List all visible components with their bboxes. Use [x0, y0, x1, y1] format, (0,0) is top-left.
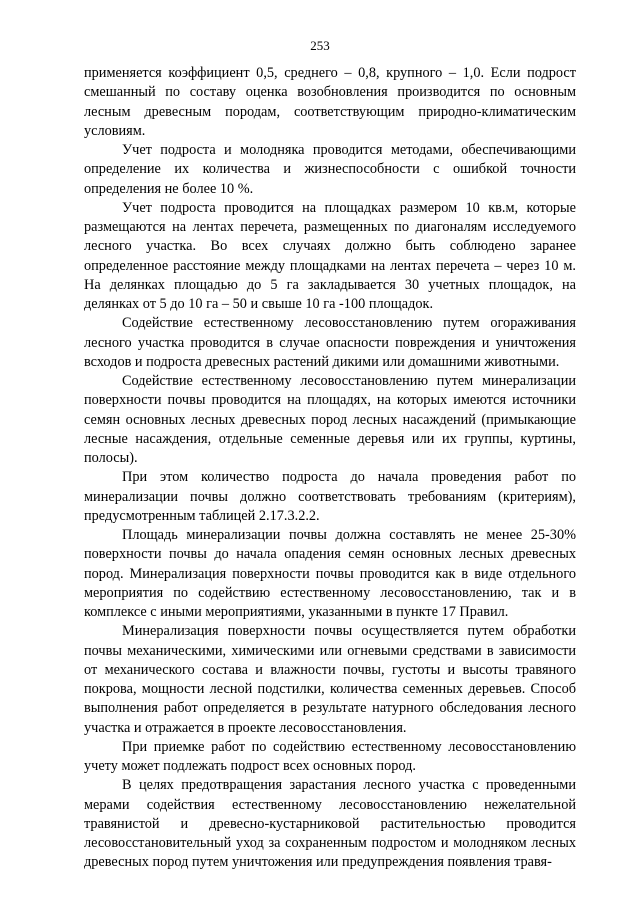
paragraph: Учет подроста и молодняка проводится методами, обеспечивающими определение их количества и жизнеспособности с ошибкой точности определения не более 10 %.: [84, 142, 576, 197]
paragraph: При этом количество подроста до начала проведения работ по минерализации почвы должно соответствовать требованиям (критериям), предусмотренным таблицей 2.17.3.2.2.: [84, 469, 576, 524]
paragraph: При приемке работ по содействию естественному лесовосстановлению учету может подлежать подрост всех основных пород.: [84, 738, 576, 774]
body-text: [84, 64, 576, 873]
paragraph: Минерализация поверхности почвы осуществляется путем обработки почвы механическими, химическими или огневыми средствами в зависимости от механического состава и влажности почвы, густоты и высоты травяного покрова, мощности лесной подстилки, количества семенных деревьев. Способ выполнения работ определяется в результате натурного обследования лесного участка и отражается в проекте лесовосстановления.: [84, 623, 576, 736]
paragraph: Площадь минерализации почвы должна составлять не менее 25-30% поверхности почвы до начала опадения семян основных лесных древесных пород. Минерализация поверхности почвы проводится как в виде отдельного мероприятия по содействию естественному лесовосстановлению, так и в комплексе с иными мероприятиями, указанными в пункте 17 Правил.: [84, 527, 576, 620]
paragraph: Содействие естественному лесовосстановлению путем минерализации поверхности почвы проводится на площадях, на которых имеются источники семян основных лесных древесных пород лесных насаждений (примыкающие лесные насаждения, отдельные семенные деревья или их группы, куртины, полосы).: [84, 373, 576, 466]
page-number: 253: [310, 38, 330, 53]
paragraph: В целях предотвращения зарастания лесного участка с проведенными мерами содействия естественному лесовосстановлению нежелательной травянистой и древесно-кустарниковой растительностью проводится лесовосстановительный уход за сохраненным подростом и молодняком лесных древесных пород путем уничтожения или предупреждения появления травя-: [84, 777, 576, 871]
paragraph: Содействие естественному лесовосстановлению путем огораживания лесного участка проводится в случае опасности повреждения и уничтожения всходов и подроста древесных растений дикими или домашними животными.: [84, 315, 576, 370]
paragraph: Учет подроста проводится на площадках размером 10 кв.м, которые размещаются на лентах перечета, размещенных по диагоналям исследуемого лесного участка. Во всех случаях должно быть соблюдено заранее определенное расстояние между площадками на лентах перечета – через 10 м. На делянках площадью до 5 га закладывается 30 учетных площадок, на делянках от 5 до 10 га – 50 и свыше 10 га -100 площадок.: [84, 199, 576, 312]
paragraph: применяется коэффициент 0,5, среднего – 0,8, крупного – 1,0. Если подрост смешанный по составу оценка возобновления производится по основным лесным древесным породам, соответствующим природно-климатическим условиям.: [84, 65, 576, 139]
